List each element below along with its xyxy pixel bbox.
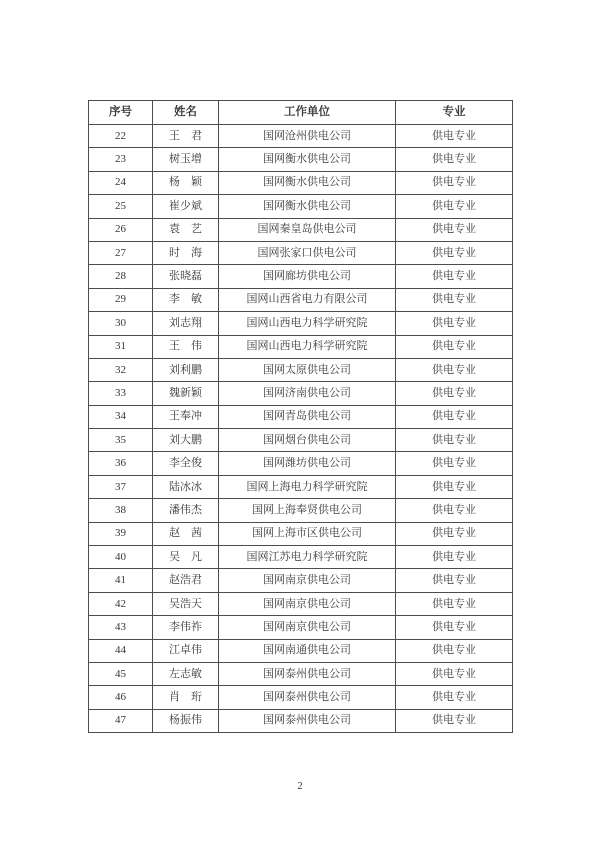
cell-work-unit: 国网上海市区供电公司: [219, 522, 396, 545]
cell-work-unit: 国网泰州供电公司: [219, 662, 396, 685]
table-row: [89, 452, 513, 475]
table-row: [89, 569, 513, 592]
cell-work-unit: 国网衡水供电公司: [219, 148, 396, 171]
cell-name: 王 伟: [153, 335, 219, 358]
cell-name: 刘大鹏: [153, 429, 219, 452]
cell-number: 42: [89, 592, 153, 615]
cell-major: 供电专业: [396, 616, 513, 639]
cell-major: 供电专业: [396, 522, 513, 545]
table-row: [89, 312, 513, 335]
cell-number: 28: [89, 265, 153, 288]
cell-name: 树玉增: [153, 148, 219, 171]
cell-number: 32: [89, 358, 153, 381]
table-row: [89, 662, 513, 685]
cell-number: 23: [89, 148, 153, 171]
page-number: 2: [297, 781, 303, 792]
cell-work-unit: 国网山西省电力有限公司: [219, 288, 396, 311]
table-row: [89, 546, 513, 569]
cell-number: 29: [89, 288, 153, 311]
table-row: [89, 358, 513, 381]
cell-major: 供电专业: [396, 195, 513, 218]
cell-work-unit: 国网青岛供电公司: [219, 405, 396, 428]
cell-major: 供电专业: [396, 382, 513, 405]
table-header-row: [89, 101, 513, 125]
column-header: 专业: [396, 101, 513, 125]
cell-work-unit: 国网南通供电公司: [219, 639, 396, 662]
cell-work-unit: 国网江苏电力科学研究院: [219, 546, 396, 569]
cell-major: 供电专业: [396, 686, 513, 709]
cell-name: 张晓磊: [153, 265, 219, 288]
cell-major: 供电专业: [396, 335, 513, 358]
cell-number: 36: [89, 452, 153, 475]
cell-work-unit: 国网南京供电公司: [219, 569, 396, 592]
cell-number: 33: [89, 382, 153, 405]
table-row: [89, 265, 513, 288]
cell-number: 37: [89, 475, 153, 498]
cell-name: 肖 珩: [153, 686, 219, 709]
table-body: [89, 125, 513, 733]
table-row: [89, 288, 513, 311]
cell-number: 35: [89, 429, 153, 452]
cell-major: 供电专业: [396, 171, 513, 194]
cell-work-unit: 国网济南供电公司: [219, 382, 396, 405]
column-header: 姓名: [153, 101, 219, 125]
table-row: [89, 125, 513, 148]
cell-work-unit: 国网南京供电公司: [219, 592, 396, 615]
cell-number: 30: [89, 312, 153, 335]
cell-name: 赵浩君: [153, 569, 219, 592]
cell-name: 吴浩天: [153, 592, 219, 615]
cell-work-unit: 国网潍坊供电公司: [219, 452, 396, 475]
table-row: [89, 148, 513, 171]
cell-name: 江卓伟: [153, 639, 219, 662]
table-row: [89, 499, 513, 522]
cell-work-unit: 国网张家口供电公司: [219, 241, 396, 264]
cell-number: 45: [89, 662, 153, 685]
cell-major: 供电专业: [396, 662, 513, 685]
cell-name: 李全俊: [153, 452, 219, 475]
cell-name: 王奉冲: [153, 405, 219, 428]
cell-name: 陆冰冰: [153, 475, 219, 498]
cell-major: 供电专业: [396, 452, 513, 475]
column-header: 工作单位: [219, 101, 396, 125]
cell-name: 袁 艺: [153, 218, 219, 241]
table-row: [89, 429, 513, 452]
table-row: [89, 405, 513, 428]
cell-work-unit: 国网衡水供电公司: [219, 171, 396, 194]
table-row: [89, 616, 513, 639]
table-row: [89, 475, 513, 498]
cell-work-unit: 国网烟台供电公司: [219, 429, 396, 452]
cell-work-unit: 国网山西电力科学研究院: [219, 335, 396, 358]
cell-major: 供电专业: [396, 405, 513, 428]
cell-number: 44: [89, 639, 153, 662]
personnel-table: [88, 100, 513, 733]
cell-name: 刘志翔: [153, 312, 219, 335]
cell-number: 47: [89, 709, 153, 732]
cell-major: 供电专业: [396, 265, 513, 288]
cell-name: 潘伟杰: [153, 499, 219, 522]
cell-major: 供电专业: [396, 241, 513, 264]
cell-name: 崔少斌: [153, 195, 219, 218]
cell-work-unit: 国网上海奉贤供电公司: [219, 499, 396, 522]
cell-major: 供电专业: [396, 148, 513, 171]
table-row: [89, 241, 513, 264]
cell-name: 左志敏: [153, 662, 219, 685]
cell-number: 38: [89, 499, 153, 522]
cell-number: 22: [89, 125, 153, 148]
table-row: [89, 686, 513, 709]
cell-number: 31: [89, 335, 153, 358]
cell-work-unit: 国网泰州供电公司: [219, 686, 396, 709]
cell-major: 供电专业: [396, 218, 513, 241]
table-header: [89, 101, 513, 125]
cell-major: 供电专业: [396, 639, 513, 662]
cell-name: 刘利鹏: [153, 358, 219, 381]
table-row: [89, 522, 513, 545]
cell-major: 供电专业: [396, 288, 513, 311]
cell-work-unit: 国网沧州供电公司: [219, 125, 396, 148]
cell-number: 46: [89, 686, 153, 709]
cell-work-unit: 国网南京供电公司: [219, 616, 396, 639]
cell-number: 43: [89, 616, 153, 639]
cell-work-unit: 国网廊坊供电公司: [219, 265, 396, 288]
table-row: [89, 171, 513, 194]
cell-name: 王 君: [153, 125, 219, 148]
table-row: [89, 335, 513, 358]
table-row: [89, 639, 513, 662]
cell-number: 39: [89, 522, 153, 545]
table-row: [89, 709, 513, 732]
cell-major: 供电专业: [396, 569, 513, 592]
cell-work-unit: 国网秦皇岛供电公司: [219, 218, 396, 241]
cell-work-unit: 国网泰州供电公司: [219, 709, 396, 732]
table-row: [89, 195, 513, 218]
cell-major: 供电专业: [396, 312, 513, 335]
cell-name: 杨振伟: [153, 709, 219, 732]
cell-number: 26: [89, 218, 153, 241]
cell-name: 李伟祚: [153, 616, 219, 639]
cell-work-unit: 国网衡水供电公司: [219, 195, 396, 218]
cell-number: 25: [89, 195, 153, 218]
cell-work-unit: 国网上海电力科学研究院: [219, 475, 396, 498]
cell-major: 供电专业: [396, 709, 513, 732]
cell-major: 供电专业: [396, 358, 513, 381]
cell-major: 供电专业: [396, 499, 513, 522]
cell-major: 供电专业: [396, 546, 513, 569]
table-row: [89, 382, 513, 405]
cell-name: 吴 凡: [153, 546, 219, 569]
cell-number: 27: [89, 241, 153, 264]
table-row: [89, 218, 513, 241]
cell-number: 41: [89, 569, 153, 592]
cell-name: 时 海: [153, 241, 219, 264]
cell-major: 供电专业: [396, 429, 513, 452]
cell-work-unit: 国网山西电力科学研究院: [219, 312, 396, 335]
cell-number: 34: [89, 405, 153, 428]
cell-number: 40: [89, 546, 153, 569]
cell-major: 供电专业: [396, 592, 513, 615]
column-header: 序号: [89, 101, 153, 125]
cell-name: 李 敏: [153, 288, 219, 311]
cell-work-unit: 国网太原供电公司: [219, 358, 396, 381]
cell-name: 赵 茜: [153, 522, 219, 545]
table-row: [89, 592, 513, 615]
cell-number: 24: [89, 171, 153, 194]
cell-major: 供电专业: [396, 475, 513, 498]
cell-name: 魏新颖: [153, 382, 219, 405]
cell-major: 供电专业: [396, 125, 513, 148]
cell-name: 杨 颖: [153, 171, 219, 194]
